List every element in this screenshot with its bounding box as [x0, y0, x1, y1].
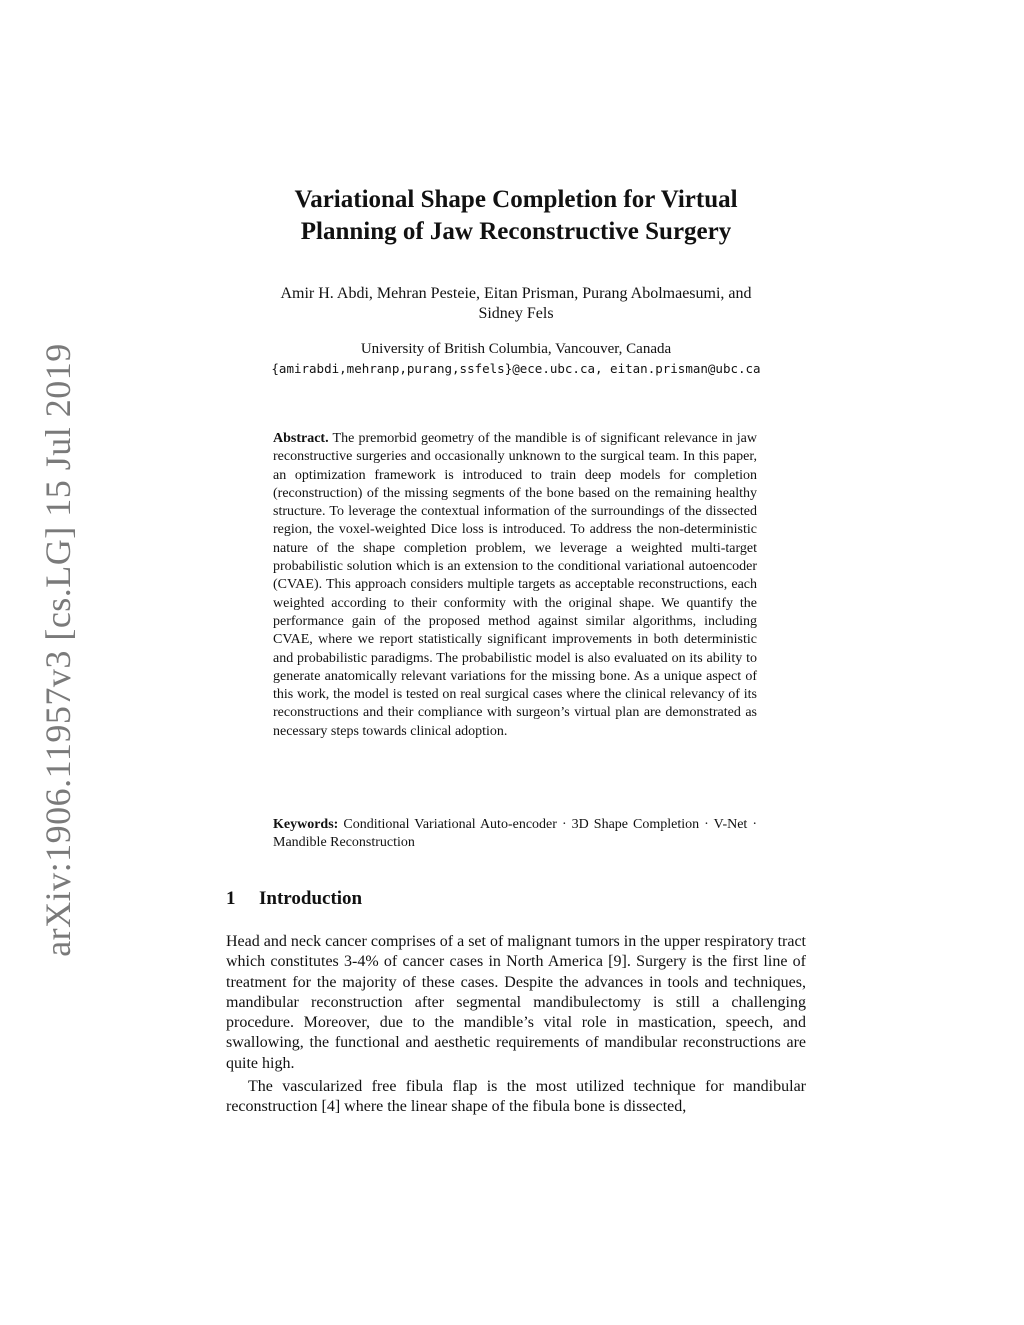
section-title: Introduction	[259, 888, 363, 909]
title-line-1: Variational Shape Completion for Virtual	[294, 186, 738, 213]
title-line-2: Planning of Jaw Reconstructive Surgery	[300, 218, 732, 245]
keywords	[273, 816, 757, 853]
introduction-body	[226, 932, 806, 1118]
affiliation: University of British Columbia, Vancouver, Canada	[360, 341, 672, 357]
arxiv-identifier-stamp: arXiv:1906.11957v3 [cs.LG] 15 Jul 2019	[38, 343, 78, 957]
authors-line-1: Amir H. Abdi, Mehran Pesteie, Eitan Prisman, Purang Abolmaesumi, and	[280, 285, 752, 302]
paragraph: The vascularized free fibula flap is the most utilized technique for mandibular reconstruction [4] where the linear shape of the fibula bone is dissected,	[226, 1078, 806, 1116]
paragraph: Head and neck cancer comprises of a set of malignant tumors in the upper respiratory tract which constitutes 3-4% of cancer cases in North America [9]. Surgery is the first line of treatment for the majority of these cases. Despite the advances in tools and techniques, mandibular reconstruction after segmental mandibulectomy is still a challenging procedure. Moreover, due to the mandible’s vital role in mastication, speech, and swallowing, the functional and aesthetic requirements of mandibular reconstructions are quite high.	[226, 933, 806, 1072]
keywords-label: Keywords:	[273, 817, 339, 832]
section-heading-introduction	[226, 886, 362, 912]
abstract-label: Abstract.	[273, 431, 329, 446]
keywords-text: Conditional Variational Auto-encoder · 3D Shape Completion · V-Net · Mandible Reconstruction	[273, 817, 758, 851]
section-number: 1	[226, 888, 236, 909]
abstract-text: The premorbid geometry of the mandible is of significant relevance in jaw reconstructive surgeries and occasionally unknown to the surgical team. In this paper, an optimization framework is introduced to train deep models for completion (reconstruction) of the missing segments of the bone based on the remaining healthy structure. To leverage the contextual information of the surroundings of the dissected region, the voxel-weighted Dice loss is introduced. To address the non-deterministic nature of the shape completion problem, we leverage a weighted multi-target probabilistic solution which is an extension to the conditional variational autoencoder (CVAE). This approach considers multiple targets as acceptable reconstructions, each weighted according to their conformity with the original shape. We quantify the performance gain of the proposed method against similar algorithms, including CVAE, where we report statistically significant improvements in both deterministic and probabilistic paradigms. The probabilistic model is also evaluated on its ability to generate anatomically relevant variations for the missing bone. As a unique aspect of this work, the model is tested on real surgical cases where the clinical relevancy of its reconstructions and their compliance with surgeon’s virtual plan are demonstrated as necessary steps towards clinical adoption.	[273, 431, 758, 739]
paper-title	[212, 184, 820, 248]
author-list	[212, 284, 820, 324]
authors-line-2: Sidney Fels	[478, 305, 554, 322]
author-emails: {amirabdi,mehranp,purang,ssfels}@ece.ubc.ca, eitan.prisman@ubc.ca	[271, 361, 761, 376]
abstract	[273, 430, 757, 741]
